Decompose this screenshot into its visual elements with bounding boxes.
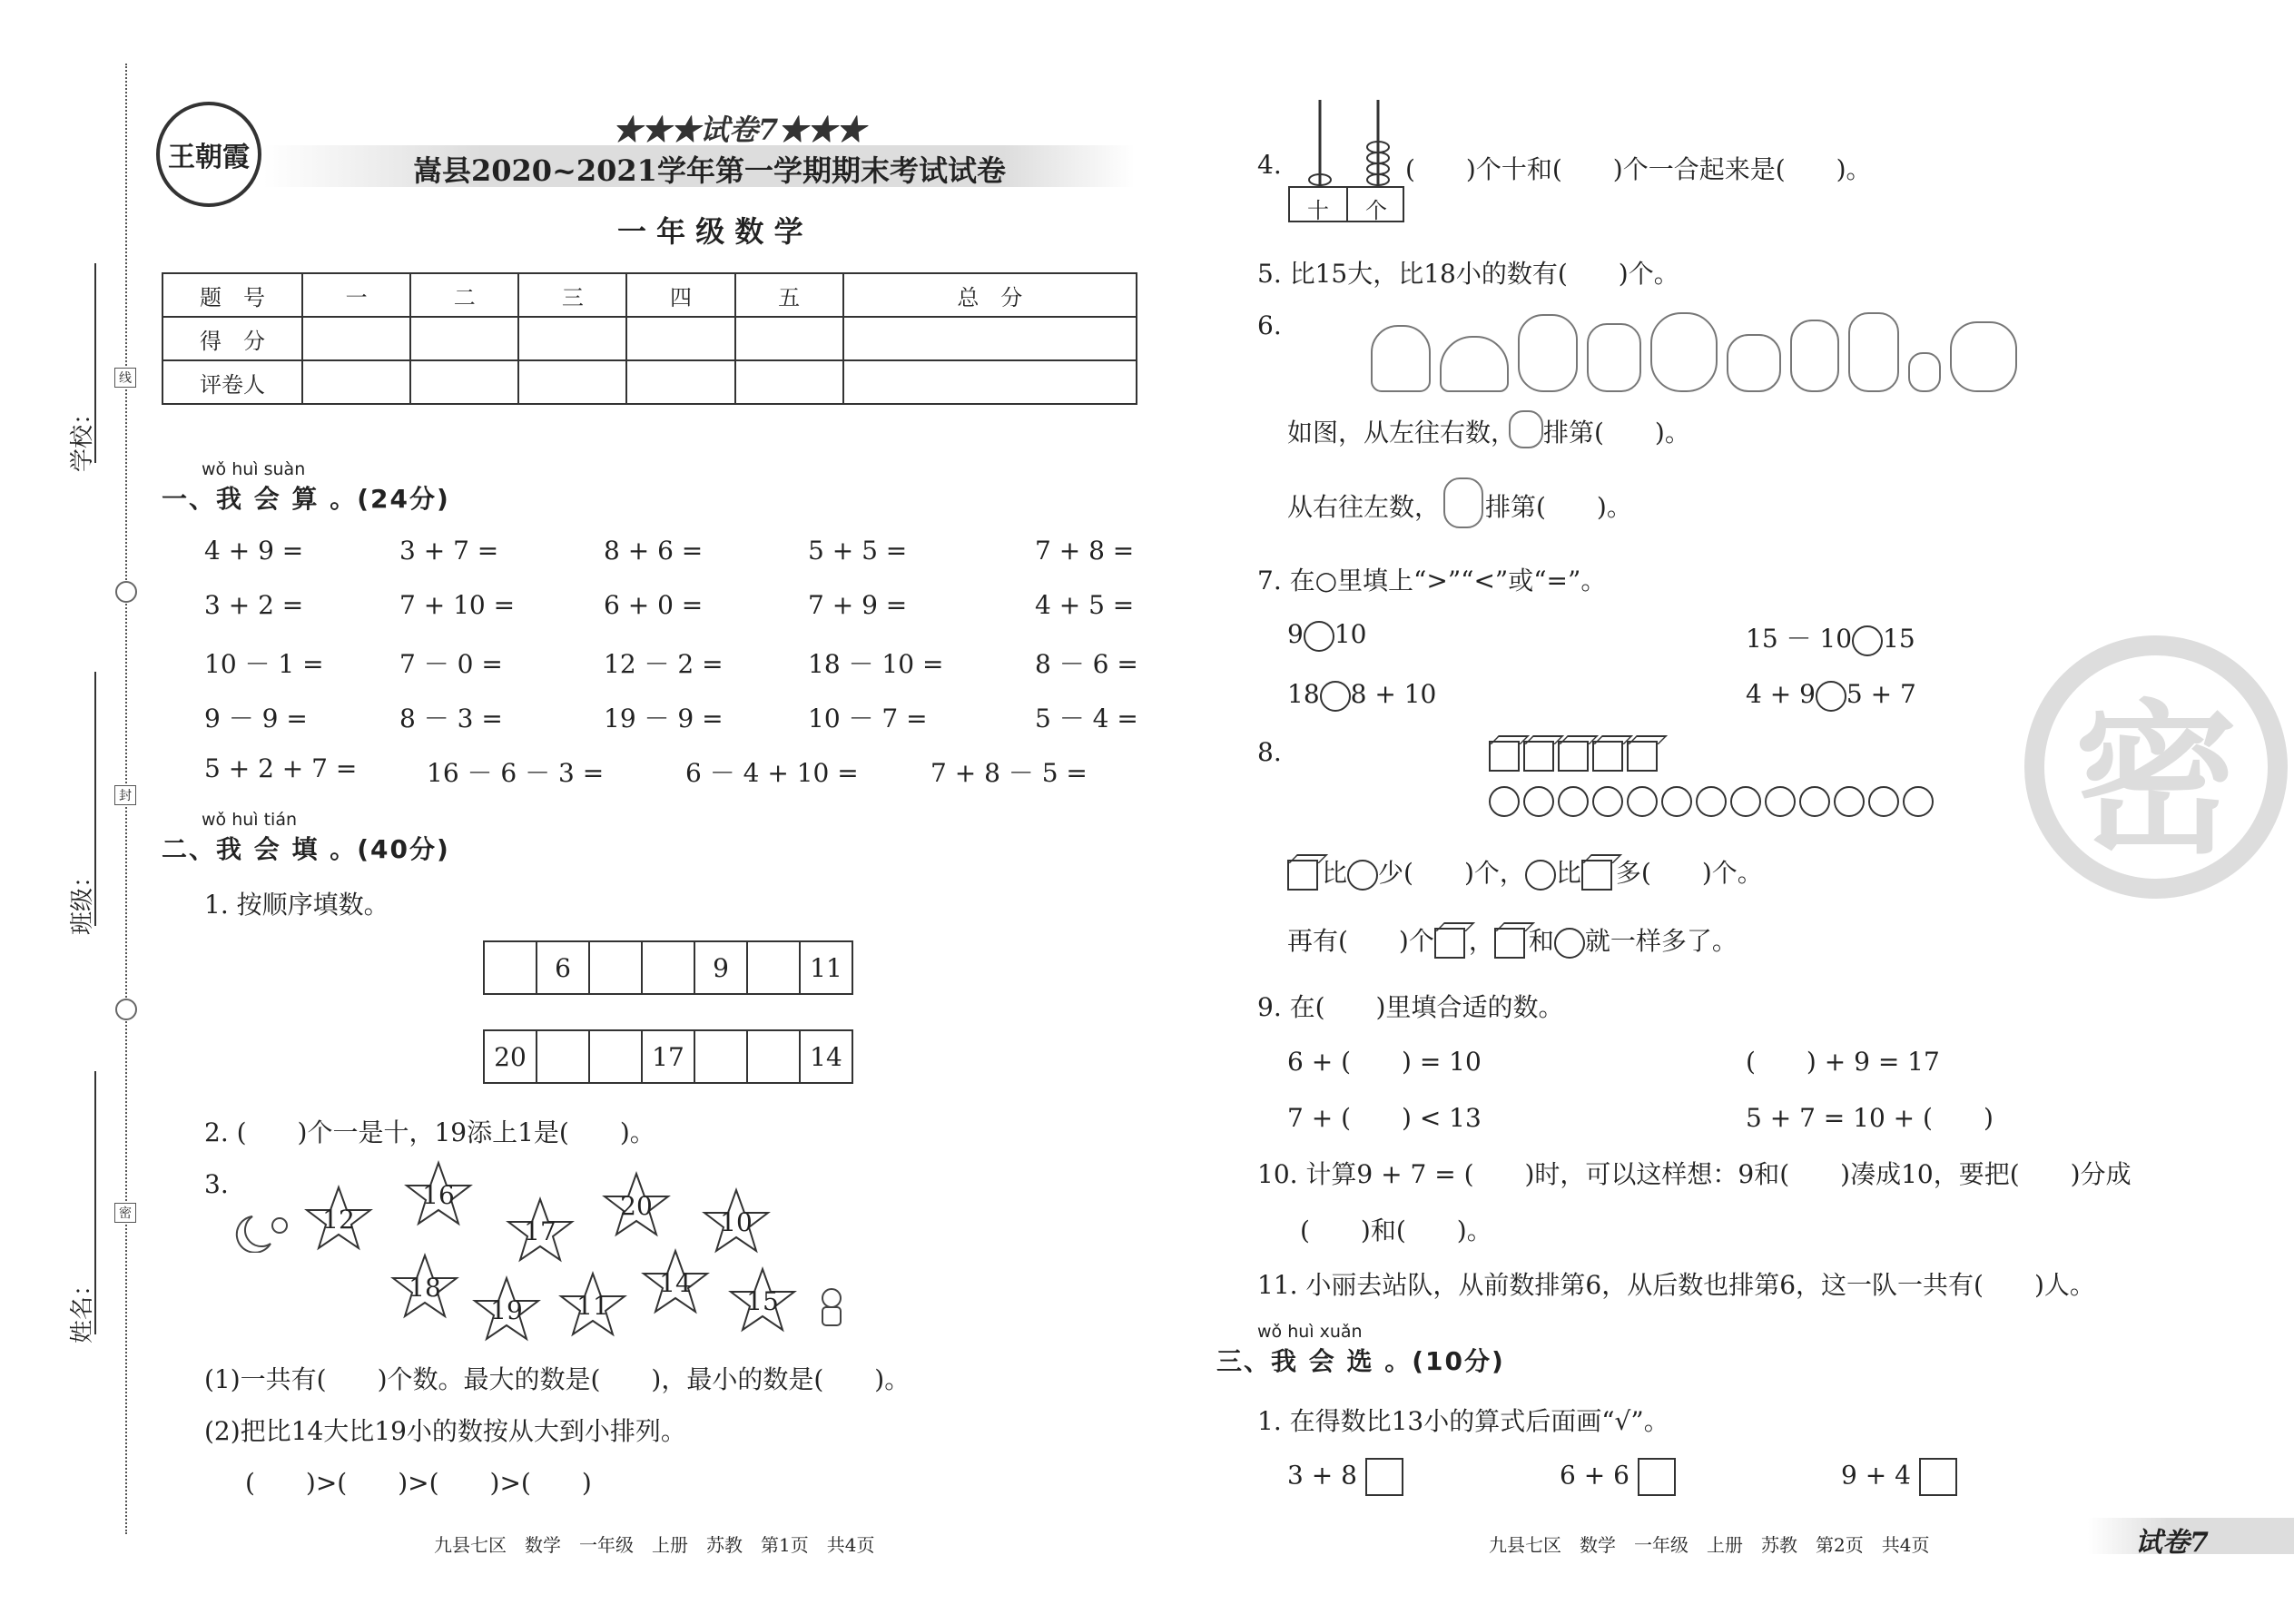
calc-item: 5 － 4 =: [1035, 704, 1138, 733]
circle-row: [1489, 786, 1934, 817]
star-number: [702, 1187, 771, 1256]
mi-mark: 密: [114, 1203, 136, 1223]
calc-item: 10 － 1 =: [204, 649, 324, 679]
sequence-row-1: [483, 940, 853, 995]
seq-cell[interactable]: 20: [485, 1031, 537, 1082]
compare-circle[interactable]: [1304, 621, 1334, 652]
q3-2-text: (2)把比14大比19小的数按从大到小排列。: [204, 1416, 686, 1446]
table-cell: 评卷人: [162, 360, 302, 404]
star-number: [390, 1253, 459, 1322]
answer-box[interactable]: [1919, 1458, 1957, 1496]
q10b-text: ( )和( )。: [1300, 1216, 1492, 1245]
q7-item-3: 18 8 + 10: [1287, 679, 1436, 712]
score-table: [162, 272, 1137, 405]
answer-box[interactable]: [1638, 1458, 1676, 1496]
watermark-seal: [2024, 635, 2288, 899]
binding-strip: [0, 0, 136, 1624]
q6-a-text: 如图，从左往右数，: [1287, 418, 1517, 448]
star-label: 11: [576, 1291, 609, 1321]
rabbit-icon: [1727, 334, 1781, 392]
grader-input[interactable]: [735, 360, 843, 404]
q9-text: 9. 在( )里填合适的数。: [1257, 992, 1564, 1022]
table-cell: 三: [518, 273, 626, 317]
school-label: 学校：: [69, 400, 96, 472]
seq-cell[interactable]: [748, 1031, 801, 1082]
footer-left: 九县七区 数学 一年级 上册 苏教 第1页 共4页: [434, 1534, 875, 1556]
seq-cell[interactable]: [590, 942, 643, 993]
cube-icon: [1523, 741, 1554, 772]
animal-row: [1371, 309, 2061, 392]
table-cell: 二: [410, 273, 518, 317]
cube-icon: [1581, 860, 1612, 891]
xian-mark: 线: [114, 368, 136, 388]
q6-a2-text: 排第( )。: [1543, 418, 1690, 448]
q3-label: 3.: [204, 1169, 229, 1199]
circle-icon: [1347, 860, 1378, 891]
calc-item: 8 + 6 =: [604, 536, 704, 566]
stars-title: ★★★试卷7★★★: [613, 113, 866, 147]
q7-text: 7. 在○里填上“>”“<”或“=”。: [1257, 566, 1607, 595]
score-input[interactable]: [410, 317, 518, 360]
calc-item: 6 + 0 =: [604, 590, 704, 620]
q6-b-text: 从右往左数，: [1287, 492, 1441, 522]
q8-line-1: 比 少( )个， 比 多( )个。: [1287, 853, 1763, 891]
seq-cell[interactable]: 17: [643, 1031, 695, 1082]
circle-icon: [1489, 786, 1520, 817]
seq-cell[interactable]: [485, 942, 537, 993]
calc-item: 19 － 9 =: [604, 704, 724, 733]
star-label: 20: [620, 1191, 653, 1221]
section2-title: 二、我 会 填 。(40分): [162, 834, 450, 864]
cube-row: [1489, 741, 1661, 772]
score-input[interactable]: [735, 317, 843, 360]
q9-item: ( ) + 9 = 17: [1746, 1047, 1940, 1077]
seq-cell[interactable]: [695, 1031, 748, 1082]
q2-text: 2. ( )个一是十，19添上1是( )。: [204, 1117, 655, 1147]
circle-icon: [1903, 786, 1934, 817]
section2-pinyin: wǒ huì tián: [202, 810, 298, 830]
star-number: [506, 1196, 575, 1265]
section3-pinyin: wǒ huì xuǎn: [1257, 1322, 1363, 1342]
star-number: [558, 1271, 627, 1340]
name-label: 姓名：: [69, 1272, 96, 1343]
cat-icon: [1587, 323, 1641, 392]
calc-item: 7 + 9 =: [808, 590, 908, 620]
footer-right: 九县七区 数学 一年级 上册 苏教 第2页 共4页: [1489, 1534, 1930, 1556]
star-label: 10: [720, 1207, 753, 1237]
compare-circle[interactable]: [1852, 625, 1883, 656]
star-label: 17: [524, 1216, 556, 1246]
cat-small-icon: [1443, 477, 1483, 528]
section1-pinyin: wǒ huì suàn: [202, 459, 306, 479]
abacus-ge: 个: [1365, 198, 1387, 223]
q11-text: 11. 小丽去站队，从前数排第6，从后数也排第6，这一队一共有( )人。: [1257, 1270, 2095, 1300]
cube-icon: [1287, 860, 1318, 891]
q10-text: 10. 计算9 + 7 = ( )时，可以这样想：9和( )凑成10，要把( )分成: [1257, 1159, 2132, 1189]
q5-text: 5. 比15大，比18小的数有( )个。: [1257, 259, 1679, 289]
exam-subtitle: 一 年 级 数 学: [617, 214, 803, 249]
chick-small-icon: [1509, 410, 1543, 448]
q3-1-text: (1)一共有( )个数。最大的数是( )，最小的数是( )。: [204, 1364, 911, 1394]
section3-title: 三、我 会 选 。(10分): [1216, 1346, 1505, 1376]
grader-input[interactable]: [626, 360, 734, 404]
table-cell: 题 号: [162, 273, 302, 317]
s3-item-2: 6 + 6: [1560, 1458, 1676, 1496]
score-input[interactable]: [626, 317, 734, 360]
calc-item: 18 － 10 =: [808, 649, 944, 679]
circle-icon: [1523, 786, 1554, 817]
watermark-text: 密: [2073, 686, 2238, 876]
circle-icon: [1730, 786, 1761, 817]
logo: [156, 102, 261, 207]
q7-item-2: 15 － 10 15: [1746, 619, 1915, 656]
circle-icon: [1799, 786, 1830, 817]
q9-item: 7 + ( ) < 13: [1287, 1103, 1482, 1133]
circle-icon: [1696, 786, 1727, 817]
star-number: [304, 1185, 373, 1254]
school-field[interactable]: [94, 263, 96, 463]
class-label: 班级：: [69, 863, 96, 935]
q1-text: 1. 按顺序填数。: [204, 890, 389, 920]
section1-title: 一、我 会 算 。(24分): [162, 484, 450, 514]
long-rabbit-icon: [1848, 312, 1899, 392]
table-cell: 得 分: [162, 317, 302, 360]
q9-item: 6 + ( ) = 10: [1287, 1047, 1482, 1077]
calc-item: 4 + 9 =: [204, 536, 304, 566]
calc-item: 5 + 2 + 7 =: [204, 753, 358, 783]
seq-cell[interactable]: [590, 1031, 643, 1082]
cube-icon: [1558, 741, 1589, 772]
star-label: 16: [422, 1180, 455, 1210]
s3-item-1: 3 + 8: [1287, 1458, 1403, 1496]
name-field[interactable]: [94, 1071, 96, 1334]
elephant-icon: [1371, 325, 1431, 392]
grader-input[interactable]: [518, 360, 626, 404]
calc-item: 7 + 10 =: [399, 590, 516, 620]
star-number: [404, 1160, 473, 1229]
q6-b2-text: 排第( )。: [1485, 492, 1632, 522]
table-cell: 五: [735, 273, 843, 317]
star-number: [728, 1266, 797, 1335]
cube-icon: [1434, 928, 1465, 959]
feng-mark: 封: [114, 785, 136, 805]
calc-item: 7 + 8 =: [1035, 536, 1135, 566]
star-label: 18: [409, 1273, 441, 1303]
star-label: 14: [659, 1268, 692, 1298]
score-input[interactable]: [843, 317, 1137, 360]
monkey-icon: [1790, 320, 1839, 392]
calc-item: 12 － 2 =: [604, 649, 724, 679]
calc-item: 3 + 7 =: [399, 536, 499, 566]
table-cell: 一: [302, 273, 410, 317]
chick-icon: [1908, 352, 1941, 392]
q6-label: 6.: [1257, 310, 1282, 340]
grader-input[interactable]: [410, 360, 518, 404]
answer-box[interactable]: [1365, 1458, 1403, 1496]
seq-cell[interactable]: [748, 942, 801, 993]
circle-icon: [1834, 786, 1865, 817]
squirrel-icon: [1518, 314, 1578, 392]
score-input[interactable]: [518, 317, 626, 360]
q8-label: 8.: [1257, 737, 1282, 767]
binding-dot-icon: [115, 581, 137, 603]
moon-icon: [234, 1207, 298, 1253]
cube-icon: [1494, 928, 1525, 959]
grader-input[interactable]: [302, 360, 410, 404]
calc-item: 6 － 4 + 10 =: [685, 758, 859, 788]
compare-circle[interactable]: [1816, 681, 1846, 712]
q3-3-text: ( )>( )>( )>( ): [245, 1468, 592, 1498]
cube-icon: [1627, 741, 1658, 772]
seq-cell[interactable]: [537, 1031, 590, 1082]
star-number: [641, 1248, 710, 1317]
calc-item: 3 + 2 =: [204, 590, 304, 620]
q7-item-1: 9 10: [1287, 619, 1366, 652]
circle-icon: [1627, 786, 1658, 817]
logo-text: 王朝霞: [168, 142, 250, 173]
astronaut-icon: [815, 1287, 848, 1329]
turtle-icon: [1440, 336, 1509, 392]
calc-item: 10 － 7 =: [808, 704, 928, 733]
table-cell: 总 分: [843, 273, 1137, 317]
star-number: [602, 1171, 671, 1240]
table-cell: 四: [626, 273, 734, 317]
calc-item: 4 + 5 =: [1035, 590, 1135, 620]
star-number: [472, 1275, 541, 1344]
circle-icon: [1661, 786, 1692, 817]
abacus-shi: 十: [1307, 198, 1329, 223]
calc-item: 8 － 6 =: [1035, 649, 1138, 679]
exam-title: 嵩县2020~2021学年第一学期期末考试试卷: [413, 153, 1006, 188]
star-label: 19: [490, 1295, 523, 1325]
calc-item: 5 + 5 =: [808, 536, 908, 566]
cube-icon: [1592, 741, 1623, 772]
page-tag-text: 试卷7: [2135, 1527, 2209, 1559]
calc-item: 16 － 6 － 3 =: [427, 758, 605, 788]
circle-icon: [1554, 928, 1585, 959]
compare-circle[interactable]: [1320, 681, 1351, 712]
s3q1-text: 1. 在得数比13小的算式后面画“√”。: [1257, 1406, 1669, 1436]
seq-cell[interactable]: 11: [810, 952, 842, 983]
seq-cell[interactable]: 14: [810, 1041, 842, 1072]
q8-line-2: 再有( )个 ， 和 就一样多了。: [1287, 921, 1738, 959]
abacus-icon: [1287, 100, 1405, 227]
seq-cell[interactable]: 9: [695, 942, 748, 993]
calc-item: 7 － 0 =: [399, 649, 503, 679]
calc-item: 8 － 3 =: [399, 704, 503, 733]
circle-icon: [1868, 786, 1899, 817]
circle-icon: [1558, 786, 1589, 817]
cube-icon: [1489, 741, 1520, 772]
bear-icon: [1650, 312, 1718, 392]
calc-item: 7 + 8 － 5 =: [930, 758, 1088, 788]
q7-item-4: 4 + 9 5 + 7: [1746, 679, 1916, 712]
circle-icon: [1525, 860, 1556, 891]
q4-label: 4.: [1257, 150, 1282, 180]
class-field[interactable]: [94, 672, 96, 926]
sequence-row-2: [483, 1029, 853, 1084]
sheep-icon: [1950, 321, 2017, 392]
q4-text: ( )个十和( )个一合起来是( )。: [1405, 154, 1872, 184]
star-label: 12: [322, 1205, 355, 1235]
star-label: 15: [746, 1286, 779, 1316]
score-input[interactable]: [302, 317, 410, 360]
seq-cell[interactable]: 6: [537, 942, 590, 993]
q9-item: 5 + 7 = 10 + ( ): [1746, 1103, 1994, 1133]
binding-dot-icon: [115, 999, 137, 1020]
circle-icon: [1765, 786, 1796, 817]
s3-item-3: 9 + 4: [1841, 1458, 1957, 1496]
grader-input[interactable]: [843, 360, 1137, 404]
seq-cell[interactable]: [643, 942, 695, 993]
calc-item: 9 － 9 =: [204, 704, 308, 733]
circle-icon: [1592, 786, 1623, 817]
